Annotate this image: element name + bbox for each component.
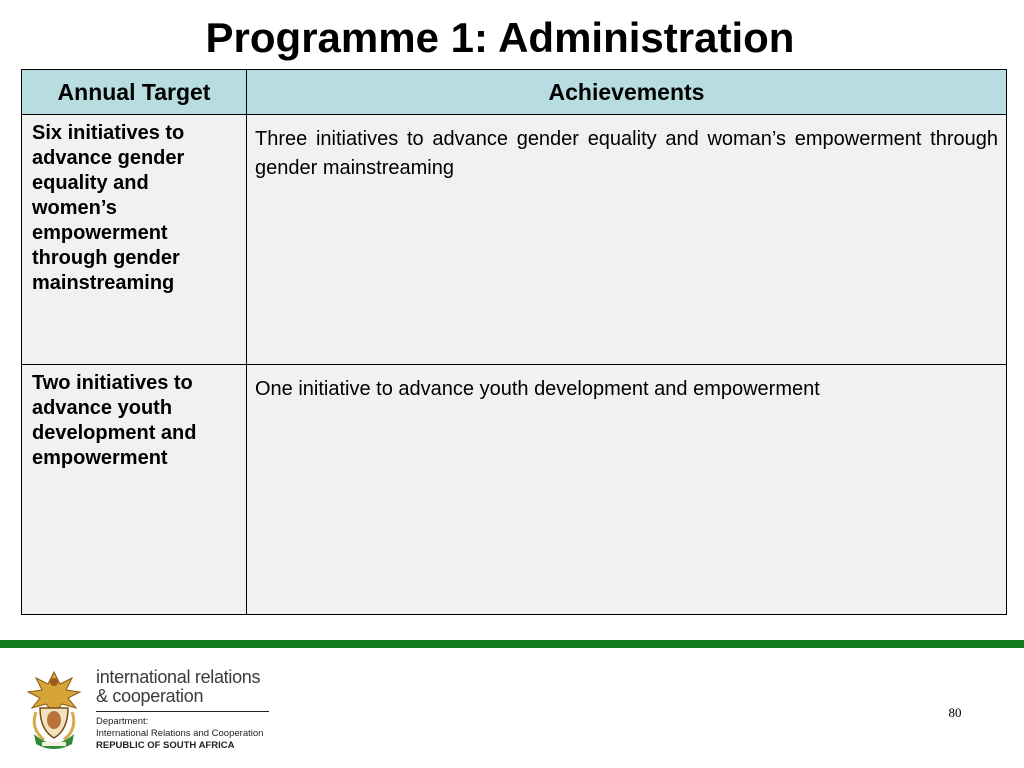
table-header-row bbox=[22, 70, 1007, 115]
achievement-cell: Three initiatives to advance gender equality and woman’s empowerment through gender mainstreaming bbox=[247, 115, 1007, 365]
brand-line-2: & cooperation bbox=[96, 686, 204, 706]
table-row bbox=[22, 365, 1007, 615]
annual-target-cell: Two initiatives to advance youth development and empowerment bbox=[22, 365, 247, 615]
column-header-annual-target: Annual Target bbox=[22, 70, 247, 115]
department-name: International Relations and Cooperation bbox=[96, 728, 264, 739]
footer-divider bbox=[0, 640, 1024, 648]
column-header-achievements: Achievements bbox=[247, 70, 1007, 115]
targets-table bbox=[21, 69, 1007, 615]
table-row bbox=[22, 115, 1007, 365]
page-number: 80 bbox=[948, 705, 962, 720]
page-title: Programme 1: Administration bbox=[205, 14, 795, 61]
department-label: Department: bbox=[96, 716, 149, 727]
department-brand bbox=[96, 668, 276, 752]
achievement-cell: One initiative to advance youth development and empowerment bbox=[247, 365, 1007, 615]
annual-target-cell: Six initiatives to advance gender equality and women’s empowerment through gender mainstreaming bbox=[22, 115, 247, 365]
coat-of-arms-icon bbox=[22, 668, 86, 752]
country-name: REPUBLIC OF SOUTH AFRICA bbox=[96, 740, 235, 751]
brand-rule bbox=[96, 711, 269, 712]
brand-line-1: international relations bbox=[96, 667, 261, 687]
